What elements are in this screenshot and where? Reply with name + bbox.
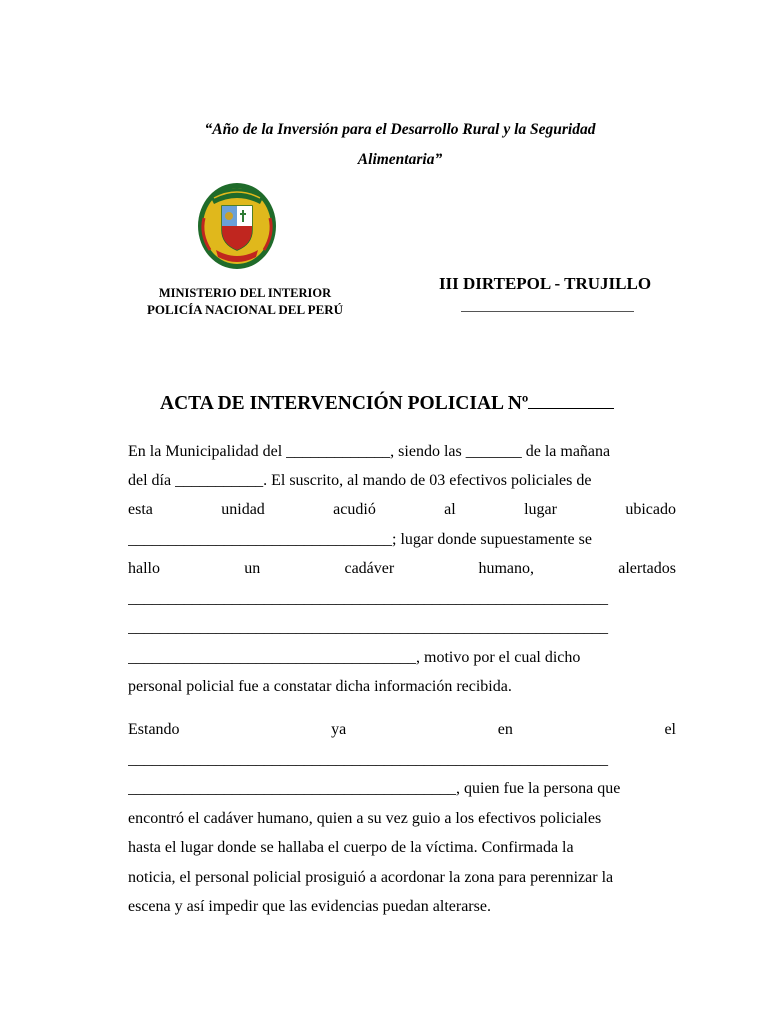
body-line-3: esta unidad acudió al lugar ubicado	[128, 501, 676, 518]
document-title-text: ACTA DE INTERVENCIÓN POLICIAL Nº	[160, 393, 529, 414]
body-line-8: ____________________________________, motivo por el cual dicho	[128, 649, 581, 666]
document-title	[160, 393, 614, 415]
body-line-9: personal policial fue a constatar dicha información recibida.	[128, 678, 512, 695]
body-line-6: ____________________________________________________________	[128, 590, 608, 607]
year-motto-line-1: “Año de la Inversión para el Desarrollo Rural y la Seguridad	[204, 121, 596, 138]
ministry-name: MINISTERIO DEL INTERIOR	[158, 286, 332, 300]
body-line-4: _________________________________; lugar donde supuestamente se	[128, 531, 592, 548]
body-line-14: hasta el lugar donde se hallaba el cuerpo de la víctima. Confirmada la	[128, 839, 574, 856]
body-line-16: escena y así impedir que las evidencias puedan alterarse.	[128, 898, 491, 915]
body-line-10: Estando ya en el	[128, 721, 676, 738]
unit-name: III DIRTEPOL - TRUJILLO	[438, 274, 652, 293]
year-motto-line-2: Alimentaria”	[357, 151, 443, 168]
body-line-13: encontró el cadáver humano, quien a su vez guio a los efectivos policiales	[128, 810, 602, 827]
police-emblem-icon	[196, 178, 278, 270]
body-line-1: En la Municipalidad del _____________, siendo las _______ de la mañana	[128, 443, 611, 460]
body-line-2: del día ___________. El suscrito, al mando de 03 efectivos policiales de	[128, 472, 592, 489]
body-line-11: ____________________________________________________________	[128, 751, 608, 768]
body-line-5: hallo un cadáver humano, alertados	[128, 560, 676, 577]
document-number-blank	[528, 394, 614, 409]
police-institution-name: POLICÍA NACIONAL DEL PERÚ	[146, 302, 344, 317]
unit-underline-divider	[461, 311, 634, 312]
body-line-12: _________________________________________, quien fue la persona que	[128, 780, 621, 797]
body-line-7: ____________________________________________________________	[128, 619, 608, 636]
body-line-15: noticia, el personal policial prosiguió a acordonar la zona para perennizar la	[128, 869, 614, 886]
